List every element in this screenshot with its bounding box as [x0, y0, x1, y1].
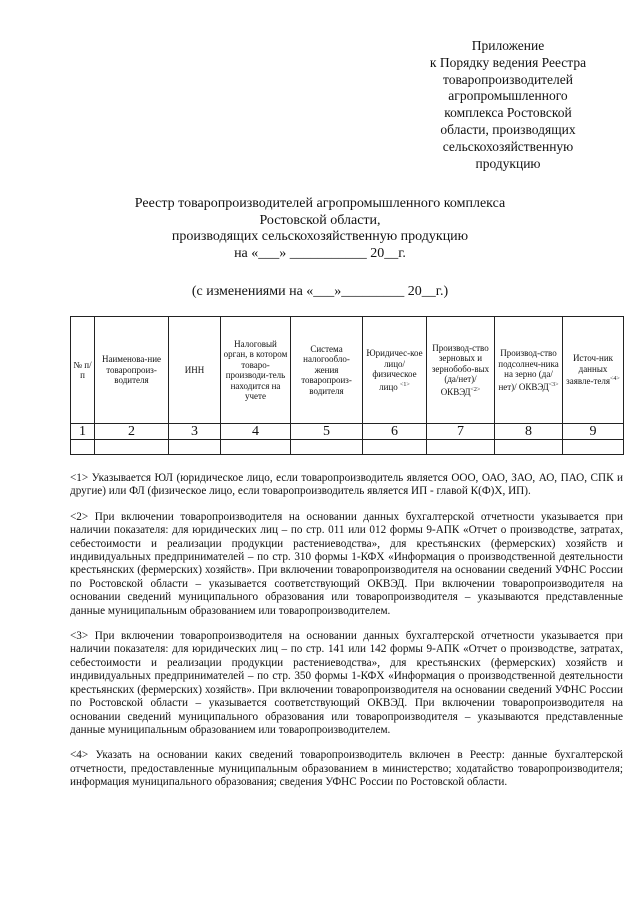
- column-number: 6: [363, 424, 427, 440]
- header-cell-entity-type: Юридичес-кое лицо/ физическое лицо $^{<1>}$: [363, 317, 427, 424]
- footnote-1: <1> Указывается ЮЛ (юридическое лицо, если товаропроизводитель является ООО, ОАО, ЗАО, АО, ПАО, СПК и другие) или ФЛ (физическое лицо, если товаропроизводитель является ИП - главой К(Ф)Х, ИП).: [70, 472, 623, 498]
- column-number: 5: [291, 424, 363, 440]
- footnote-ref: <2>: [470, 386, 481, 393]
- column-number: 9: [563, 424, 624, 440]
- appendix-line: агропромышленного: [448, 88, 568, 104]
- footnotes: [70, 472, 623, 802]
- table-cell: [221, 440, 291, 455]
- column-number: 8: [495, 424, 563, 440]
- table-cell: [291, 440, 363, 455]
- header-cell-name: Наименова-ние товаропроиз-водителя: [95, 317, 169, 424]
- table-number-row: [71, 424, 624, 440]
- header-cell-index: № п/п: [71, 317, 95, 424]
- table-cell: [363, 440, 427, 455]
- appendix-line: товаропроизводителей: [442, 71, 574, 87]
- column-number: 3: [169, 424, 221, 440]
- header-cell-grain: Производ-ство зерновых и зернобобо-вых (да/нет)/ $ОКВЭД^{<2>}$: [427, 317, 495, 424]
- appendix-line: к Порядку ведения Реестра: [429, 54, 587, 70]
- header-cell-tax-system: Система налогообло-жения товаропроиз-водителя: [291, 317, 363, 424]
- changes-line: (с изменениями на «___»_________ 20__г.): [191, 284, 449, 299]
- footnote-ref: <3>: [548, 381, 559, 388]
- table-header-row: [71, 317, 624, 424]
- appendix-line: продукцию: [475, 155, 541, 171]
- appendix-block: [388, 38, 628, 172]
- footnote-ref: <1>: [400, 381, 410, 388]
- document-title: [40, 196, 600, 262]
- registry-table: [70, 316, 624, 455]
- footnote-3: <3> При включении товаропроизводителя на основании данных бухгалтерской отчетности указывается при наличии показателя: для юридических лиц – по стр. 141 или 142 формы 9-АПК «Отчет о производстве, затратах, себестоимости и реализации продукции растениеводства», для крестьянских (фермерских) хозяйств и индивидуальных предпринимателей – по стр. 350 формы 1-КФХ «Информация о производственной деятельности крестьянских (фермерских) хозяйств». При включении товаропроизводителя на основании сведений УФНС России по Ростовской области – указывается соответствующий ОКВЭД. При включении товаропроизводителя на основании сведений муниципального образования или товаропроизводителя – указываются представленные данные муниципальным образованием или товаропроизводителем.: [70, 630, 623, 736]
- table-empty-row: [71, 440, 624, 455]
- appendix-line: комплекса Ростовской: [444, 105, 572, 121]
- column-number: 2: [95, 424, 169, 440]
- column-number: 4: [221, 424, 291, 440]
- header-cell-sunflower: Производ-ство подсолнеч-ника на зерно (да/нет)/ $ОКВЭД^{<3>}$: [495, 317, 563, 424]
- table-cell: [71, 440, 95, 455]
- title-line: Реестр товаропроизводителей агропромышленного комплекса: [134, 196, 506, 211]
- title-date-line: на «___» ___________ 20__г.: [234, 245, 406, 261]
- table-cell: [169, 440, 221, 455]
- appendix-line: области, производящих: [440, 121, 576, 137]
- column-number: 7: [427, 424, 495, 440]
- footnote-2: <2> При включении товаропроизводителя на основании данных бухгалтерской отчетности указывается при наличии показателя: для юридических лиц – по стр. 011 или 012 формы 9-АПК «Отчет о производстве, затратах, себестоимости и реализации продукции растениеводства», для крестьянских (фермерских) хозяйств и индивидуальных предпринимателей – по стр. 310 формы 1-КФХ «Информация о производственной деятельности крестьянских (фермерских) хозяйств». При включении товаропроизводителя на основании сведений УФНС России по Ростовской области – указывается соответствующий ОКВЭД. При включении товаропроизводителя на основании сведений муниципального образования или товаропроизводителя – указываются представленные данные муниципальным образованием или товаропроизводителем.: [70, 510, 623, 617]
- column-number: 1: [71, 424, 95, 440]
- footnote-ref: <4>: [610, 376, 620, 383]
- header-cell-tax-authority: Налоговый орган, в котором товаро-производи-тель находится на учете: [221, 317, 291, 424]
- title-line: производящих сельскохозяйственную продукцию: [171, 229, 469, 244]
- table-cell: [427, 440, 495, 455]
- table-cell: [563, 440, 624, 455]
- header-cell-inn: ИНН: [169, 317, 221, 424]
- appendix-line: Приложение: [471, 38, 545, 53]
- title-line: Ростовской области,: [259, 212, 381, 228]
- header-cell-source: Источ-ник данных заявле-теля$^{<4>}$: [563, 317, 624, 424]
- footnote-4: <4> Указать на основании каких сведений товаропроизводитель включен в Реестр: данные бухгалтерской отчетности, предоставленные муниципальным образованием в министерство; ходатайство товаропроизводителя; информация муниципального образования; сведения УФНС России по Ростовской области.: [70, 749, 623, 789]
- appendix-line: сельскохозяйственную: [442, 138, 574, 154]
- table-cell: [495, 440, 563, 455]
- table-cell: [95, 440, 169, 455]
